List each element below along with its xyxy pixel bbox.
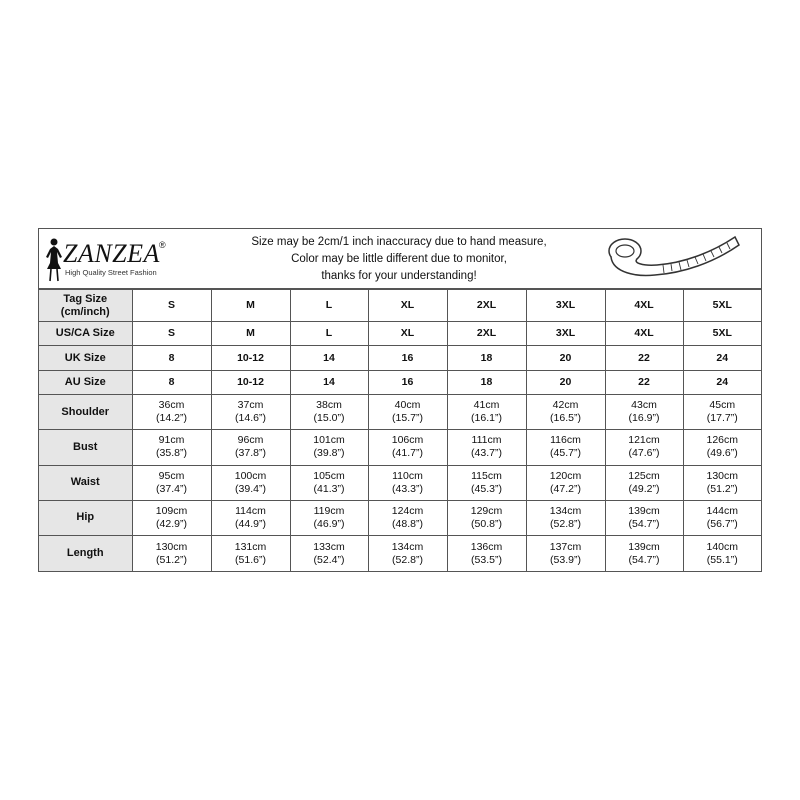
cell-value: 38cm bbox=[316, 399, 342, 412]
brand-tagline: High Quality Street Fashion bbox=[65, 268, 157, 277]
table-cell bbox=[368, 536, 447, 571]
table-cell bbox=[526, 394, 605, 429]
table-cell bbox=[526, 500, 605, 535]
table-cell bbox=[683, 536, 761, 571]
cell-value: (53.5”) bbox=[471, 553, 502, 566]
table-cell bbox=[211, 430, 290, 465]
cell-value: (15.0”) bbox=[313, 412, 345, 425]
cell-value: 101cm bbox=[313, 434, 345, 447]
row-header: Hip bbox=[39, 500, 132, 535]
table-cell bbox=[368, 394, 447, 429]
table-row bbox=[39, 370, 761, 394]
cell-value: 37cm bbox=[237, 399, 264, 412]
cell-value: (15.7”) bbox=[392, 412, 423, 425]
cell-value: M bbox=[246, 327, 255, 340]
table-cell bbox=[211, 322, 290, 346]
cell-value: 45cm bbox=[709, 399, 736, 412]
cell-value: 43cm bbox=[631, 399, 657, 412]
cell-value: 22 bbox=[638, 375, 650, 388]
table-cell bbox=[605, 290, 683, 322]
table-cell bbox=[132, 322, 211, 346]
table-row bbox=[39, 500, 761, 535]
cell-value: (44.9”) bbox=[235, 517, 266, 530]
table-row bbox=[39, 465, 761, 500]
cell-value: (52.4”) bbox=[313, 553, 345, 566]
table-cell bbox=[605, 500, 683, 535]
cell-value: (14.6”) bbox=[235, 412, 266, 425]
table-cell bbox=[605, 370, 683, 394]
table-row bbox=[39, 346, 761, 370]
cell-value: (49.6”) bbox=[706, 447, 738, 460]
table-cell bbox=[368, 500, 447, 535]
cell-value: 10-12 bbox=[237, 351, 264, 364]
cell-value: 3XL bbox=[555, 327, 576, 340]
table-cell bbox=[683, 500, 761, 535]
table-cell bbox=[211, 290, 290, 322]
cell-value: (51.2”) bbox=[706, 482, 738, 495]
table-cell bbox=[447, 430, 526, 465]
cell-value: 115cm bbox=[471, 469, 502, 482]
table-cell bbox=[290, 290, 368, 322]
cell-value: 14 bbox=[323, 375, 335, 388]
cell-value: 133cm bbox=[313, 540, 345, 553]
cell-value: (43.3”) bbox=[392, 482, 423, 495]
cell-value: 134cm bbox=[391, 540, 424, 553]
table-cell bbox=[683, 290, 761, 322]
cell-value: (14.2”) bbox=[156, 412, 187, 425]
table-row bbox=[39, 290, 761, 322]
cell-value: 24 bbox=[716, 375, 729, 388]
cell-value: 120cm bbox=[549, 469, 582, 482]
cell-value: S bbox=[167, 299, 175, 312]
cell-value: (47.6”) bbox=[628, 447, 660, 460]
table-cell bbox=[683, 394, 761, 429]
cell-value: 8 bbox=[168, 375, 175, 388]
cell-value: 5XL bbox=[712, 327, 732, 340]
cell-value: (17.7”) bbox=[706, 412, 738, 425]
cell-value: (50.8”) bbox=[471, 517, 502, 530]
row-header: US/CA Size bbox=[39, 322, 132, 346]
table-row bbox=[39, 430, 761, 465]
cell-value: 106cm bbox=[391, 434, 424, 447]
cell-value: (56.7”) bbox=[706, 517, 738, 530]
cell-value: (37.8”) bbox=[235, 447, 266, 460]
table-cell bbox=[211, 346, 290, 370]
table-cell bbox=[447, 536, 526, 571]
size-table bbox=[39, 289, 761, 571]
table-cell bbox=[290, 465, 368, 500]
row-header: Length bbox=[39, 536, 132, 571]
cell-value: (47.2”) bbox=[550, 482, 581, 495]
cell-value: 116cm bbox=[550, 434, 581, 447]
measuring-tape-icon bbox=[603, 233, 743, 285]
table-cell bbox=[526, 290, 605, 322]
cell-value: (46.9”) bbox=[313, 517, 345, 530]
notice-line-1: Size may be 2cm/1 inch inaccuracy due to hand measure, bbox=[251, 236, 547, 248]
registered-mark: ® bbox=[159, 240, 166, 250]
cell-value: 41cm bbox=[473, 399, 500, 412]
cell-value: 121cm bbox=[628, 434, 660, 447]
cell-value: (16.9”) bbox=[628, 412, 660, 425]
cell-value: 119cm bbox=[313, 504, 345, 517]
cell-value: M bbox=[246, 299, 255, 312]
table-cell bbox=[683, 322, 761, 346]
cell-value: 109cm bbox=[155, 504, 188, 517]
table-cell bbox=[290, 346, 368, 370]
cell-value: L bbox=[325, 327, 333, 340]
cell-value: (54.7”) bbox=[628, 553, 660, 566]
table-cell bbox=[290, 430, 368, 465]
cell-value: (39.4”) bbox=[235, 482, 266, 495]
table-row bbox=[39, 322, 761, 346]
table-cell bbox=[447, 346, 526, 370]
cell-value: 10-12 bbox=[237, 375, 264, 388]
table-cell bbox=[683, 370, 761, 394]
cell-value: (51.6”) bbox=[235, 553, 266, 566]
cell-value: 139cm bbox=[628, 540, 660, 553]
cell-value: 134cm bbox=[549, 504, 582, 517]
cell-value: XL bbox=[400, 327, 415, 340]
table-cell bbox=[447, 394, 526, 429]
table-cell bbox=[526, 536, 605, 571]
cell-value: XL bbox=[400, 299, 415, 312]
cell-value: 136cm bbox=[470, 540, 503, 553]
cell-value: 40cm bbox=[394, 399, 421, 412]
table-cell bbox=[447, 465, 526, 500]
table-cell bbox=[447, 500, 526, 535]
cell-value: 4XL bbox=[634, 299, 654, 312]
table-cell bbox=[368, 465, 447, 500]
cell-value: 129cm bbox=[470, 504, 503, 517]
cell-value: 125cm bbox=[628, 469, 660, 482]
table-cell bbox=[526, 322, 605, 346]
table-cell bbox=[132, 500, 211, 535]
table-cell bbox=[290, 500, 368, 535]
table-cell bbox=[290, 536, 368, 571]
table-cell bbox=[132, 370, 211, 394]
table-cell bbox=[368, 290, 447, 322]
cell-value: 100cm bbox=[234, 469, 267, 482]
table-cell bbox=[211, 465, 290, 500]
table-cell bbox=[211, 500, 290, 535]
cell-value: (45.7”) bbox=[550, 447, 581, 460]
table-cell bbox=[368, 322, 447, 346]
cell-value: 16 bbox=[401, 351, 414, 364]
cell-value: 110cm bbox=[392, 469, 423, 482]
cell-value: (49.2”) bbox=[628, 482, 660, 495]
notice-text bbox=[209, 234, 589, 285]
cell-value: (52.8”) bbox=[392, 553, 423, 566]
cell-value: 131cm bbox=[234, 540, 267, 553]
cell-value: (37.4”) bbox=[156, 482, 187, 495]
cell-value: 124cm bbox=[391, 504, 424, 517]
cell-value: 130cm bbox=[155, 540, 188, 553]
table-cell bbox=[368, 430, 447, 465]
table-cell bbox=[290, 394, 368, 429]
table-cell bbox=[368, 370, 447, 394]
cell-value: (16.5”) bbox=[550, 412, 581, 425]
table-cell bbox=[526, 465, 605, 500]
cell-value: 3XL bbox=[555, 299, 576, 312]
table-cell bbox=[447, 290, 526, 322]
row-header: Bust bbox=[39, 430, 132, 465]
cell-value: 4XL bbox=[634, 327, 654, 340]
cell-value: 16 bbox=[401, 375, 414, 388]
cell-value: 137cm bbox=[549, 540, 582, 553]
table-cell bbox=[132, 430, 211, 465]
cell-value: 8 bbox=[168, 351, 175, 364]
cell-value: 18 bbox=[480, 375, 493, 388]
cell-value: 130cm bbox=[706, 469, 738, 482]
table-cell bbox=[132, 346, 211, 370]
table-cell bbox=[605, 465, 683, 500]
table-cell bbox=[132, 394, 211, 429]
row-header: Tag Size (cm/inch) bbox=[39, 290, 132, 322]
table-cell bbox=[368, 346, 447, 370]
cell-value: 140cm bbox=[706, 540, 738, 553]
cell-value: 42cm bbox=[552, 399, 579, 412]
table-cell bbox=[605, 536, 683, 571]
cell-value: (42.9”) bbox=[156, 517, 187, 530]
notice-line-3: thanks for your understanding! bbox=[321, 270, 477, 282]
cell-value: (45.3”) bbox=[471, 482, 502, 495]
notice-line-2: Color may be little different due to monitor, bbox=[291, 253, 507, 265]
cell-value: 22 bbox=[638, 351, 650, 364]
cell-value: 20 bbox=[559, 351, 572, 364]
table-cell bbox=[605, 394, 683, 429]
chart-header bbox=[39, 229, 761, 289]
row-header: Shoulder bbox=[39, 394, 132, 429]
cell-value: 5XL bbox=[712, 299, 732, 312]
cell-value: 36cm bbox=[158, 399, 185, 412]
table-cell bbox=[683, 430, 761, 465]
cell-value: 139cm bbox=[628, 504, 660, 517]
cell-value: 96cm bbox=[237, 434, 264, 447]
table-cell bbox=[447, 370, 526, 394]
cell-value: (54.7”) bbox=[628, 517, 660, 530]
table-cell bbox=[683, 465, 761, 500]
table-cell bbox=[447, 322, 526, 346]
row-header: Waist bbox=[39, 465, 132, 500]
table-row bbox=[39, 394, 761, 429]
table-cell bbox=[211, 536, 290, 571]
cell-value: 105cm bbox=[313, 469, 345, 482]
cell-value: (52.8”) bbox=[550, 517, 581, 530]
table-cell bbox=[526, 370, 605, 394]
cell-value: 14 bbox=[323, 351, 335, 364]
brand-name: ZANZEA bbox=[63, 239, 160, 268]
cell-value: (43.7”) bbox=[471, 447, 502, 460]
cell-value: 95cm bbox=[158, 469, 185, 482]
table-cell bbox=[605, 430, 683, 465]
table-cell bbox=[605, 346, 683, 370]
table-cell bbox=[211, 370, 290, 394]
cell-value: 24 bbox=[716, 351, 729, 364]
cell-value: (16.1”) bbox=[471, 412, 502, 425]
cell-value: 111cm bbox=[471, 434, 502, 447]
size-chart bbox=[38, 228, 762, 572]
cell-value: (51.2”) bbox=[156, 553, 187, 566]
table-cell bbox=[132, 536, 211, 571]
cell-value: (41.7”) bbox=[392, 447, 423, 460]
cell-value: 18 bbox=[480, 351, 493, 364]
table-cell bbox=[211, 394, 290, 429]
cell-value: 126cm bbox=[706, 434, 738, 447]
cell-value: 91cm bbox=[158, 434, 185, 447]
cell-value: L bbox=[325, 299, 333, 312]
cell-value: S bbox=[167, 327, 175, 340]
cell-value: (41.3”) bbox=[313, 482, 345, 495]
row-header: AU Size bbox=[39, 370, 132, 394]
cell-value: (55.1”) bbox=[706, 553, 738, 566]
cell-value: (48.8”) bbox=[392, 517, 423, 530]
cell-value: (39.8”) bbox=[313, 447, 345, 460]
table-cell bbox=[526, 346, 605, 370]
table-cell bbox=[290, 370, 368, 394]
table-cell bbox=[132, 290, 211, 322]
woman-silhouette-icon bbox=[43, 237, 65, 283]
cell-value: 2XL bbox=[476, 327, 497, 340]
table-cell bbox=[605, 322, 683, 346]
table-row bbox=[39, 536, 761, 571]
brand-logo bbox=[41, 235, 201, 285]
cell-value: 20 bbox=[559, 375, 572, 388]
cell-value: 2XL bbox=[476, 299, 497, 312]
cell-value: (35.8”) bbox=[156, 447, 187, 460]
table-cell bbox=[132, 465, 211, 500]
cell-value: 144cm bbox=[706, 504, 738, 517]
table-cell bbox=[290, 322, 368, 346]
cell-value: 114cm bbox=[235, 504, 266, 517]
table-cell bbox=[683, 346, 761, 370]
table-cell bbox=[526, 430, 605, 465]
row-header: UK Size bbox=[39, 346, 132, 370]
cell-value: (53.9”) bbox=[550, 553, 581, 566]
